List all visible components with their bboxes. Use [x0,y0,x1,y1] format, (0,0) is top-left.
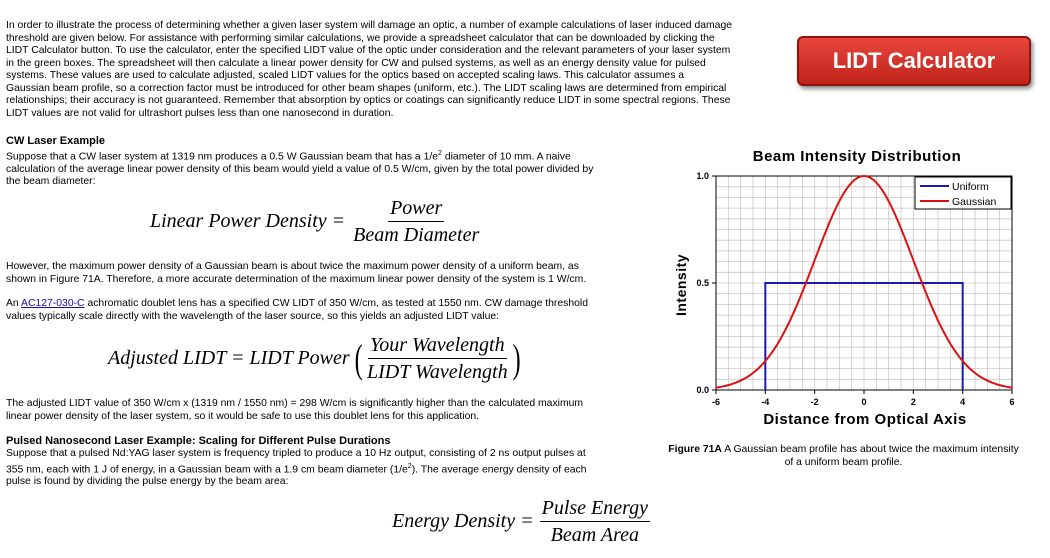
linear-power-density-equation: Linear Power Density = $\frac{\text{Power}}{\text{Beam Diameter}}$ [150,197,480,246]
figure-label: Figure 71A [668,444,722,455]
intro-line: threshold are given below. For assistance with performing similar calculations, we provide a spreadsheet calculator that can be downloaded by clicking the [6,32,715,44]
intro-line: in the green boxes. The spreadsheet will then calculate a linear power density for CW and pulsed systems, as well as an energy density value for pulsed [6,57,706,69]
intro-paragraph [6,20,791,120]
chart-title: Beam Intensity Distribution [752,148,962,165]
x-axis-label: Distance from Optical Axis [763,411,967,428]
intro-line: LIDT values are not valid for ultrashort pulses less than one nanosecond in duration. [6,107,394,119]
y-tick-label: 1.0 [696,171,709,181]
intro-line: In order to illustrate the process of determining whether a given laser system will damage an optic, a number of example calculations of laser induced damage [6,20,732,31]
cw-heading: CW Laser Example [6,135,106,147]
y-tick-label: 0.0 [696,385,709,395]
x-tick-label: 0 [861,397,867,407]
cw-paragraph-3: An AC127-030-C achromatic doublet lens has a specified CW LIDT of 350 W/cm, as tested at 1550 nm. CW damage threshold values typically scale directly with the wavelength of the laser source, so this yields an adjusted LIDT value: [6,298,588,322]
x-tick-label: 4 [960,397,966,407]
cw-paragraph-4: The adjusted LIDT value of 350 W/cm x (1319 nm / 1550 nm) = 298 W/cm is significantly higher than the calculated maximum linear power density of the laser system, so it would be safe to use this doublet lens for this application. [6,398,584,422]
energy-density-equation: Energy Density = $\frac{\text{Pulse Energy}}{\text{Beam Area}}$ [392,497,649,546]
ac127-030-c-link[interactable]: AC127-030-C [21,298,85,309]
adjusted-lidt-equation: Adjusted LIDT = LIDT Power ( $\frac{\text{Your Wavelength}}{\text{LIDT Wavelength}}$ ) [108,334,521,383]
x-tick-label: -2 [810,397,819,407]
cw-paragraph-1: Suppose that a CW laser system at 1319 nm produces a 0.5 W Gaussian beam that has a $1/e^2$ diameter of 10 mm. A naive calculation of the average linear power density of this beam would yield a value of 0.5 W/cm, given by the total power divided by the beam diameter: [6,150,594,188]
intro-line: Gaussian beam profile, so a correction factor must be introduced for other beam shapes (uniform, etc.). The LIDT scaling laws are determined from empirical [6,82,727,94]
lidt-calculator-button[interactable]: LIDT Calculator [797,36,1031,86]
chart-legend [915,177,1011,209]
legend-label-uniform: Uniform [952,181,989,193]
x-tick-label: 2 [910,397,916,407]
cw-paragraph-2: However, the maximum power density of a Gaussian beam is about twice the maximum power density of a uniform beam, as shown in Figure 71A. Therefore, a more accurate determination of the maximum linear power density of the system is 1 W/cm. [6,261,587,285]
y-tick-label: 0.5 [696,278,709,288]
figure-caption: Figure 71A A Gaussian beam profile has about twice the maximum intensity of a uniform beam profile. [668,444,1019,468]
y-axis-label: Intensity [673,253,689,317]
beam-intensity-chart [665,140,1045,435]
legend-label-gaussian: Gaussian [952,196,997,208]
x-tick-label: -6 [711,397,721,407]
intro-line: LIDT Calculator button. To use the calculator, enter the specified LIDT value of the optic under consideration and the relevant parameters of your laser system [6,45,731,56]
intro-line: relationships; their accuracy is not guaranteed. Remember that absorption by optics or coatings can significantly reduce LIDT in some spectral regions. These [6,95,731,106]
x-tick-label: -4 [761,397,770,407]
intro-line: systems. These values are used to calculate adjusted, scaled LIDT values for the optics based on accepted scaling laws. This calculator assumes a [6,70,685,81]
x-tick-label: 6 [1009,397,1015,407]
pulsed-paragraph-1: Suppose that a pulsed Nd:YAG laser system is frequency tripled to produce a 10 Hz output, consisting of 2 ns output pulses at 355 nm, each with 1 J of energy, in a Gaussian beam with a 1.9 cm beam diameter $(1/e^2)$. The average energy density of each pulse is found by dividing the pulse energy by the beam area: [6,448,587,488]
pulsed-heading: Pulsed Nanosecond Laser Example: Scaling for Different Pulse Durations [6,435,391,447]
